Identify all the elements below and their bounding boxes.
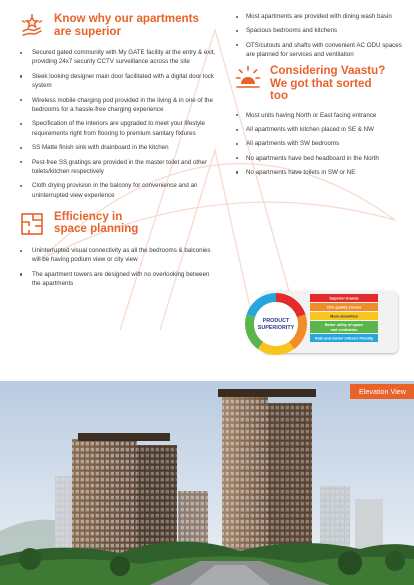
list-item: Specification of the interiors are upgraded to meet your lifestyle requirements right from flooring to premium sanitary fixtures (18, 119, 216, 138)
badge-core (254, 302, 298, 346)
list-item: Sleek looking designer main door facilitated with a digital door lock system (18, 72, 216, 91)
vaastu-heading (234, 64, 404, 103)
list-item: All apartments with kitchen placed in SE & NW (234, 125, 404, 134)
badge-label-1: 22% quality checks (326, 305, 362, 310)
vaastu-list (234, 111, 404, 177)
list-item: OTS/cutouts and shafts with convenient AC ODU spaces are planned for services and ventilation (234, 41, 404, 60)
vaastu-title: Considering Vaastu? We got that sorted too (270, 64, 386, 103)
list-item: Wireless mobile charging pod provided in the living & in one of the bedrooms for a hassle-free charging experience (18, 96, 216, 115)
list-item: Most units having North or East facing entrance (234, 111, 404, 120)
more-features-list (234, 12, 404, 59)
list-item: No apartments have bed headboard in the North (234, 154, 404, 163)
efficiency-list (18, 246, 216, 288)
list-item: Secured gated community with My GATE facility at the entry & exit, providing 24x7 security CCTV surveillance across the site (18, 48, 216, 67)
list-item: Most apartments are provided with dining wash basin (234, 12, 404, 21)
badge-label-3: Better utility of space (324, 323, 364, 327)
badge-label-0: Superior brands (329, 296, 359, 301)
list-item: Cloth drying provision in the balcony for convenience and an uninterrupted view experience (18, 181, 216, 200)
right-column (234, 12, 404, 182)
sun-icon (234, 64, 262, 92)
list-item: Uninterrupted visual connectivity as all the bedrooms & balconies will be having podium view or city view (18, 246, 216, 265)
badge-label-4: and ventilation (330, 328, 358, 332)
efficiency-heading (18, 210, 216, 238)
elevation-illustration (0, 381, 414, 585)
list-item: Pest-free SS gratings are provided in the master toilet and other toilets/kitchen respectively (18, 158, 216, 177)
badge-label-2: More amenities (330, 314, 358, 319)
product-superiority-badge (240, 288, 400, 360)
hand-star-icon (18, 12, 46, 40)
list-item: SS Matte finish sink with drainboard in the kitchen (18, 143, 216, 152)
efficiency-title: Efficiency in space planning (54, 209, 139, 236)
badge-center-line-2: SUPERIORITY (257, 325, 295, 331)
apartments-title: Know why our apartments are superior (54, 12, 199, 38)
elevation-view-label: Elevation View (350, 384, 414, 399)
list-item: Spacious bedrooms and kitchens (234, 26, 404, 35)
apartments-heading (18, 12, 216, 40)
left-column (18, 12, 216, 294)
badge-center-line-1: PRODUCT (262, 318, 290, 324)
floor-plan-icon (18, 210, 46, 238)
list-item: No apartments have toilets in SW or NE (234, 168, 404, 177)
list-item: All apartments with SW bedrooms (234, 139, 404, 148)
apartments-list (18, 48, 216, 200)
badge-label-5: Kids and senior citizens friendly (314, 336, 374, 341)
list-item: The apartment towers are designed with no overlooking between the apartments (18, 270, 216, 289)
elevation-photo (0, 381, 414, 585)
